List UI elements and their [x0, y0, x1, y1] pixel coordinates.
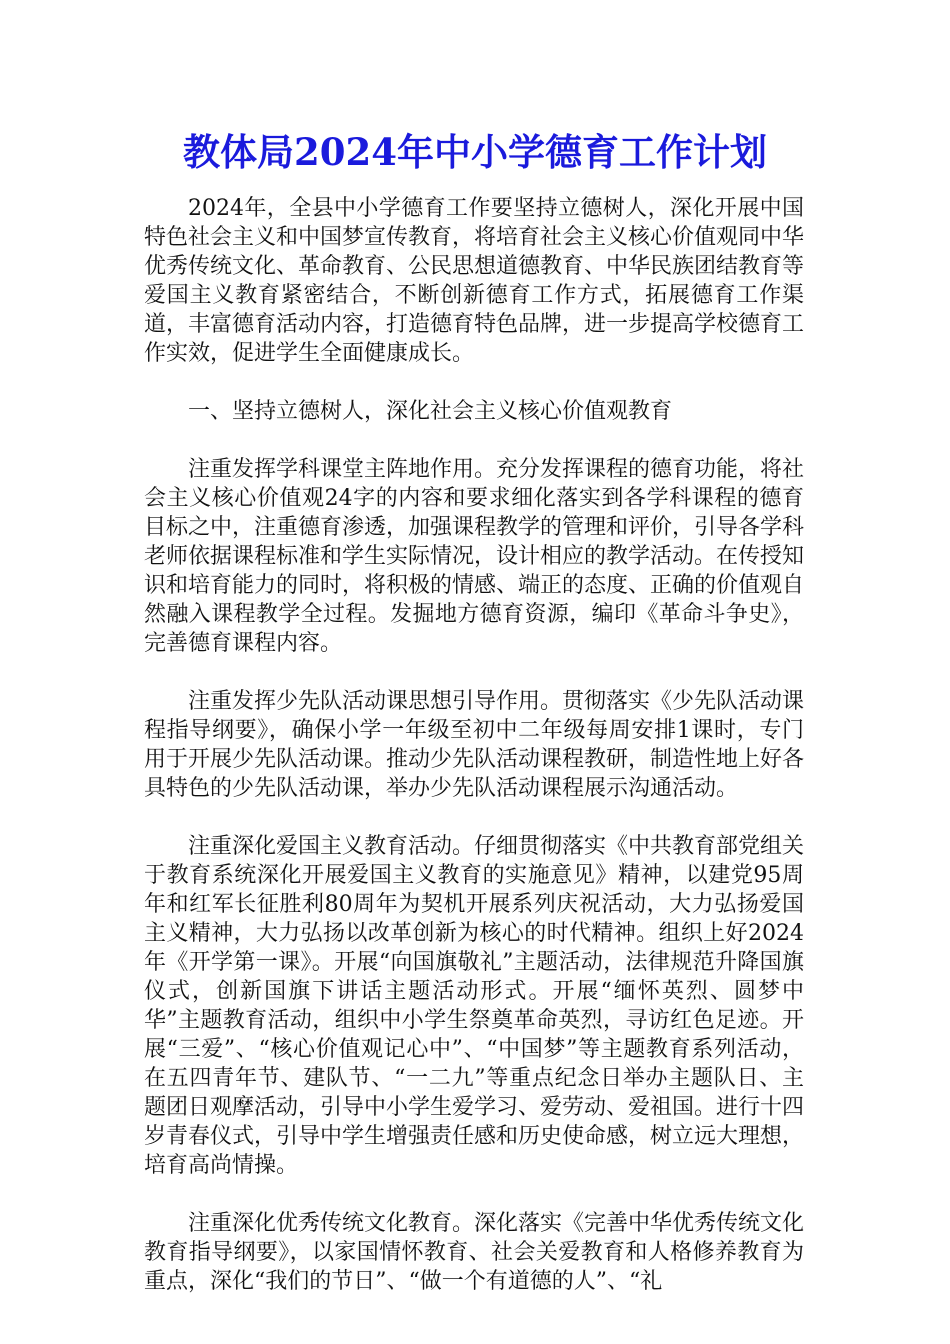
paragraph-traditional-culture: 注重深化优秀传统文化教育。深化落实《完善中华优秀传统文化教育指导纲要》，以家国情怀教育、社会关爱教育和人格修养教育为重点，深化“我们的节日”、“做一个有道德的人”、“礼	[144, 1211, 805, 1294]
paragraph-patriotism: 注重深化爱国主义教育活动。仔细贯彻落实《中共教育部党组关于教育系统深化开展爱国主义教育的实施意见》精神，以建党95周年和红军长征胜利80周年为契机开展系列庆祝活动，大力弘扬爱国主义精神，大力弘扬以改革创新为核心的时代精神。组织上好2024年《开学第一课》。开展“向国旗敬礼”主题活动，法律规范升降国旗仪式，创新国旗下讲话主题活动形式。开展“缅怀英烈、圆梦中华”主题教育活动，组织中小学生祭奠革命英烈，寻访红色足迹。开展“三爱”、“核心价值观记心中”、“中国梦”等主题教育系列活动，在五四青年节、建队节、“一二九”等重点纪念日举办主题队日、主题团日观摩活动，引导中小学生爱学习、爱劳动、爱祖国。进行十四岁青春仪式，引导中学生增强责任感和历史使命感，树立远大理想，培育高尚情操。	[144, 834, 805, 1178]
paragraph-young-pioneers: 注重发挥少先队活动课思想引导作用。贯彻落实《少先队活动课程指导纲要》，确保小学一年级至初中二年级每周安排1课时，专门用于开展少先队活动课。推动少先队活动课程教研，制造性地上好各具特色的少先队活动课，举办少先队活动课程展示沟通活动。	[144, 689, 805, 801]
paragraph-intro: 2024年，全县中小学德育工作要坚持立德树人，深化开展中国特色社会主义和中国梦宣传教育，将培育社会主义核心价值观同中华优秀传统文化、革命教育、公民思想道德教育、中华民族团结教育等爱国主义教育紧密结合，不断创新德育工作方式，拓展德育工作渠道，丰富德育活动内容，打造德育特色品牌，进一步提高学校德育工作实效，促进学生全面健康成长。	[144, 196, 805, 366]
section-heading-1: 一、坚持立德树人，深化社会主义核心价值观教育	[188, 399, 673, 424]
document-title: 教体局2024年中小学德育工作计划	[183, 130, 767, 174]
paragraph-classroom: 注重发挥学科课堂主阵地作用。充分发挥课程的德育功能，将社会主义核心价值观24字的内容和要求细化落实到各学科课程的德育目标之中，注重德育渗透，加强课程教学的管理和评价，引导各学科老师依据课程标准和学生实际情况，设计相应的教学活动。在传授知识和培育能力的同时，将积极的情感、端正的态度、正确的价值观自然融入课程教学全过程。发掘地方德育资源，编印《革命斗争史》，完善德育课程内容。	[144, 457, 805, 656]
document-body	[144, 194, 804, 1325]
